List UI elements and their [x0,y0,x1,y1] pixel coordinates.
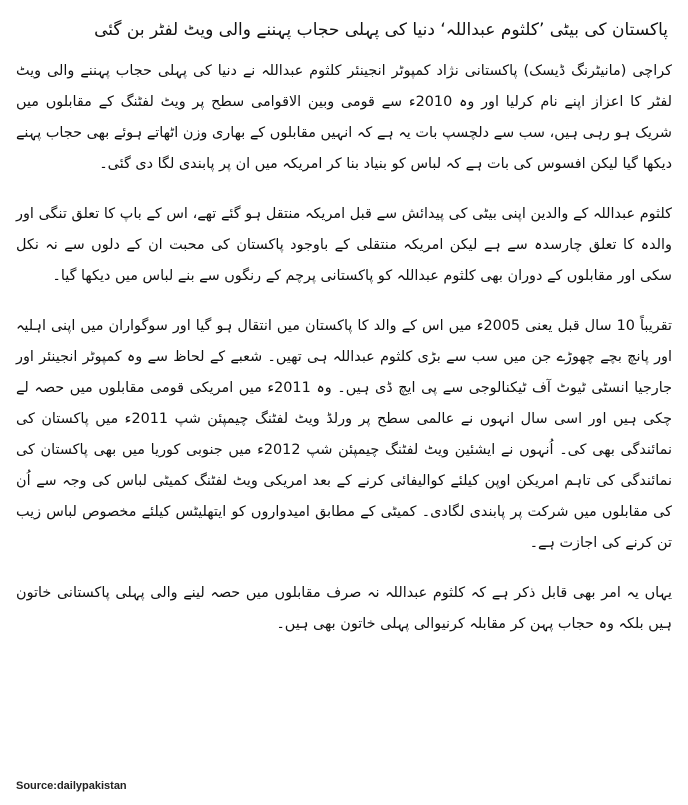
article [16,16,672,796]
article-title: پاکستان کی بیٹی ’کلثوم عبداللہ‘ دنیا کی پہلی حجاب پہننے والی ویٹ لفٹر بن گئی [94,20,668,40]
article-paragraph-1: کراچی (مانیٹرنگ ڈیسک) پاکستانی نژاد کمپوٹر انجینئر کلثوم عبداللہ نے دنیا کی پہلی حجاب پہننے والی ویٹ لفٹر کا اعزاز اپنے نام کرلیا اور وہ 2010ء سے قومی وبین الاقوامی سطح پر ویٹ لفٹنگ کے مقابلوں میں شریک ہو رہی ہیں، سب سے دلچسپ بات یہ ہے کہ انہیں مقابلوں کے بھاری وزن اٹھاتے ہوئے بھی حجاب پہنے دیکھا گیا لیکن افسوس کی بات ہے کہ لباس کو بنیاد بنا کر امریکہ میں ان پر پابندی لگا دی گئی۔ [16,63,673,172]
article-paragraph-2: کلثوم عبداللہ کے والدین اپنی بیٹی کی پیدائش سے قبل امریکہ منتقل ہو گئے تھے، اس کے باپ کا تعلق تنگی اور والدہ کا تعلق چارسدہ سے ہے لیکن امریکہ منتقلی کے باوجود پاکستان کی محبت ان کے دلوں سے نہ نکل سکی اور مقابلوں کے دوران بھی کلثوم عبداللہ کو پاکستانی پرچم کے رنگوں سے بنے لباس میں دیکھا گیا۔ [16,206,672,284]
article-paragraph-4: یہاں یہ امر بھی قابل ذکر ہے کہ کلثوم عبداللہ نہ صرف مقابلوں میں حصہ لینے والی پہلی پاکستانی خاتون ہیں بلکہ وہ حجاب پہن کر مقابلہ کرنیوالی پہلی خاتون بھی ہیں۔ [16,585,672,632]
source-credit: Source:dailypakistan [16,780,127,792]
article-paragraph-3: تقریباً 10 سال قبل یعنی 2005ء میں اس کے والد کا پاکستان میں انتقال ہو گیا اور سوگواران میں اپنی اہلیہ اور پانچ بچے چھوڑے جن میں سب سے بڑی کلثوم عبداللہ ہی تھیں۔ شعبے کے لحاظ سے وہ کمپوٹر انجینئر اور جارجیا انسٹی ٹیوٹ آف ٹیکنالوجی سے پی ایچ ڈی ہیں۔ وہ 2011ء میں امریکی قومی مقابلوں میں حصہ لے چکی ہیں اور اسی سال انہوں نے عالمی سطح پر ورلڈ ویٹ لفٹنگ چیمپئن شپ 2011ء میں پاکستان کی نمائندگی بھی کی۔ اُنہوں نے ایشئین ویٹ لفٹنگ چیمپئن شپ 2012ء میں جنوبی کوریا میں بھی پاکستان کی نمائندگی کی تاہم امریکن اوپن کیلئے کوالیفائی کرنے کے بعد امریکی ویٹ لفٹنگ کمیٹی لباس کی وجہ سے اُن کی مقابلوں میں شرکت پر پابندی لگادی۔ کمیٹی کے مطابق امیدواروں کو ایتھلیٹس کیلئے مخصوص لباس زیب تن کرنے کی اجازت ہے۔ [16,318,672,551]
